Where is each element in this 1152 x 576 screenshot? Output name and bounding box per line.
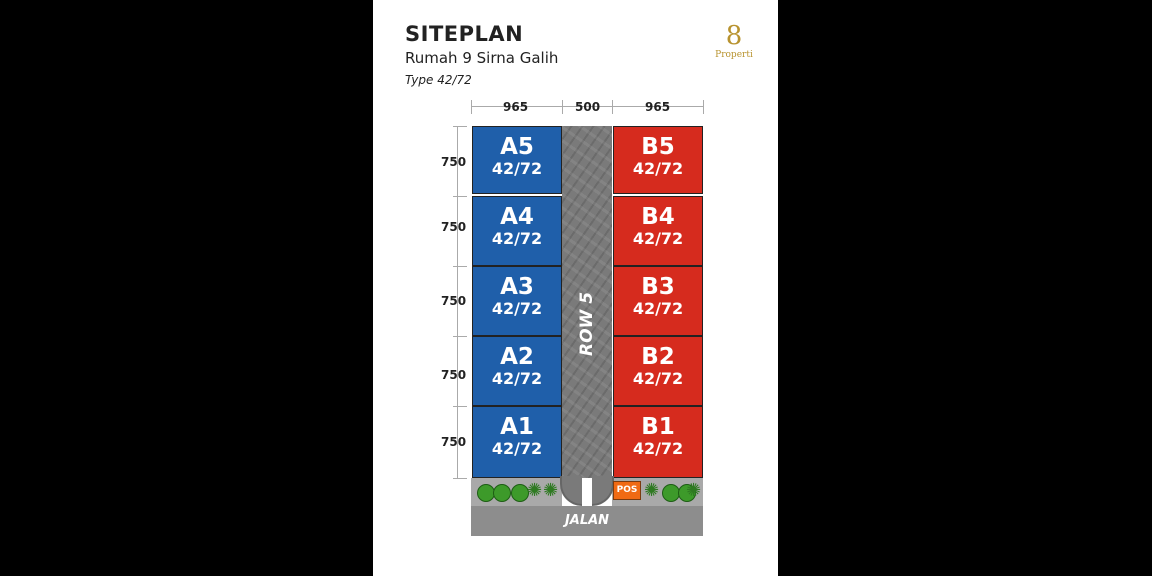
- lot-b1[interactable]: [613, 406, 703, 478]
- dimension-left-a1: 750: [441, 435, 467, 449]
- page-title: SITEPLAN: [405, 22, 524, 46]
- lot-a3[interactable]: [472, 266, 562, 336]
- lot-b2[interactable]: [613, 336, 703, 406]
- garden-strip-left: [471, 478, 562, 506]
- logo-mark: 8: [725, 21, 743, 51]
- street-label: JALAN: [564, 513, 610, 528]
- lot-code: A2: [500, 344, 534, 370]
- plant-icon: ✺: [543, 480, 559, 501]
- lot-code: A5: [500, 134, 534, 160]
- lot-size: 42/72: [632, 159, 684, 178]
- lot-b4[interactable]: [613, 196, 703, 266]
- siteplan-page: [373, 0, 778, 576]
- dimension-left-a4: 750: [441, 220, 467, 234]
- lot-size: 42/72: [632, 369, 684, 388]
- lot-code: A4: [500, 204, 534, 230]
- lot-size: 42/72: [632, 439, 684, 458]
- lot-size: 42/72: [632, 229, 684, 248]
- plant-icon: ✺: [686, 480, 702, 501]
- house-type: Type 42/72: [405, 73, 472, 87]
- dimension-tick: [453, 406, 467, 407]
- dimension-tick: [562, 100, 563, 114]
- main-street: [471, 506, 703, 536]
- logo-word: Properti: [715, 50, 753, 60]
- lot-size: 42/72: [491, 369, 543, 388]
- dimension-left-a5: 750: [441, 155, 467, 169]
- dimension-tick: [453, 478, 467, 479]
- lot-size: 42/72: [491, 439, 543, 458]
- dimension-top-road: 500: [575, 100, 601, 114]
- page-subtitle: Rumah 9 Sirna Galih: [405, 49, 559, 67]
- plant-icon: ✺: [527, 480, 543, 501]
- lot-b3[interactable]: [613, 266, 703, 336]
- lot-a4[interactable]: [472, 196, 562, 266]
- lot-code: B4: [641, 204, 675, 230]
- dimension-left-a2: 750: [441, 368, 467, 382]
- lot-size: 42/72: [632, 299, 684, 318]
- road-curve-right: [592, 476, 614, 506]
- dimension-tick: [453, 126, 467, 127]
- lot-a2[interactable]: [472, 336, 562, 406]
- dimension-left-a3: 750: [441, 294, 467, 308]
- lot-size: 42/72: [491, 229, 543, 248]
- properti-logo: [709, 21, 759, 60]
- lot-code: B3: [641, 274, 675, 300]
- lot-code: B5: [641, 134, 675, 160]
- dimension-tick: [612, 100, 613, 114]
- lot-a5[interactable]: [472, 126, 562, 194]
- dimension-top-left: 965: [503, 100, 529, 114]
- bush-icon: [493, 484, 511, 502]
- dimension-tick: [453, 266, 467, 267]
- lot-code: B2: [641, 344, 675, 370]
- lot-b5[interactable]: [613, 126, 703, 194]
- dimension-tick: [453, 336, 467, 337]
- road-curve-left: [560, 476, 582, 506]
- lot-size: 42/72: [491, 159, 543, 178]
- lot-code: A1: [500, 414, 534, 440]
- dimension-top-right: 965: [645, 100, 671, 114]
- security-post: POS: [613, 481, 641, 500]
- dimension-tick: [703, 100, 704, 114]
- lot-code: A3: [500, 274, 534, 300]
- dimension-tick: [453, 196, 467, 197]
- lot-code: B1: [641, 414, 675, 440]
- dimension-tick: [471, 100, 472, 114]
- plant-icon: ✺: [644, 480, 660, 501]
- lot-a1[interactable]: [472, 406, 562, 478]
- road-label: ROW 5: [577, 291, 597, 357]
- lot-size: 42/72: [491, 299, 543, 318]
